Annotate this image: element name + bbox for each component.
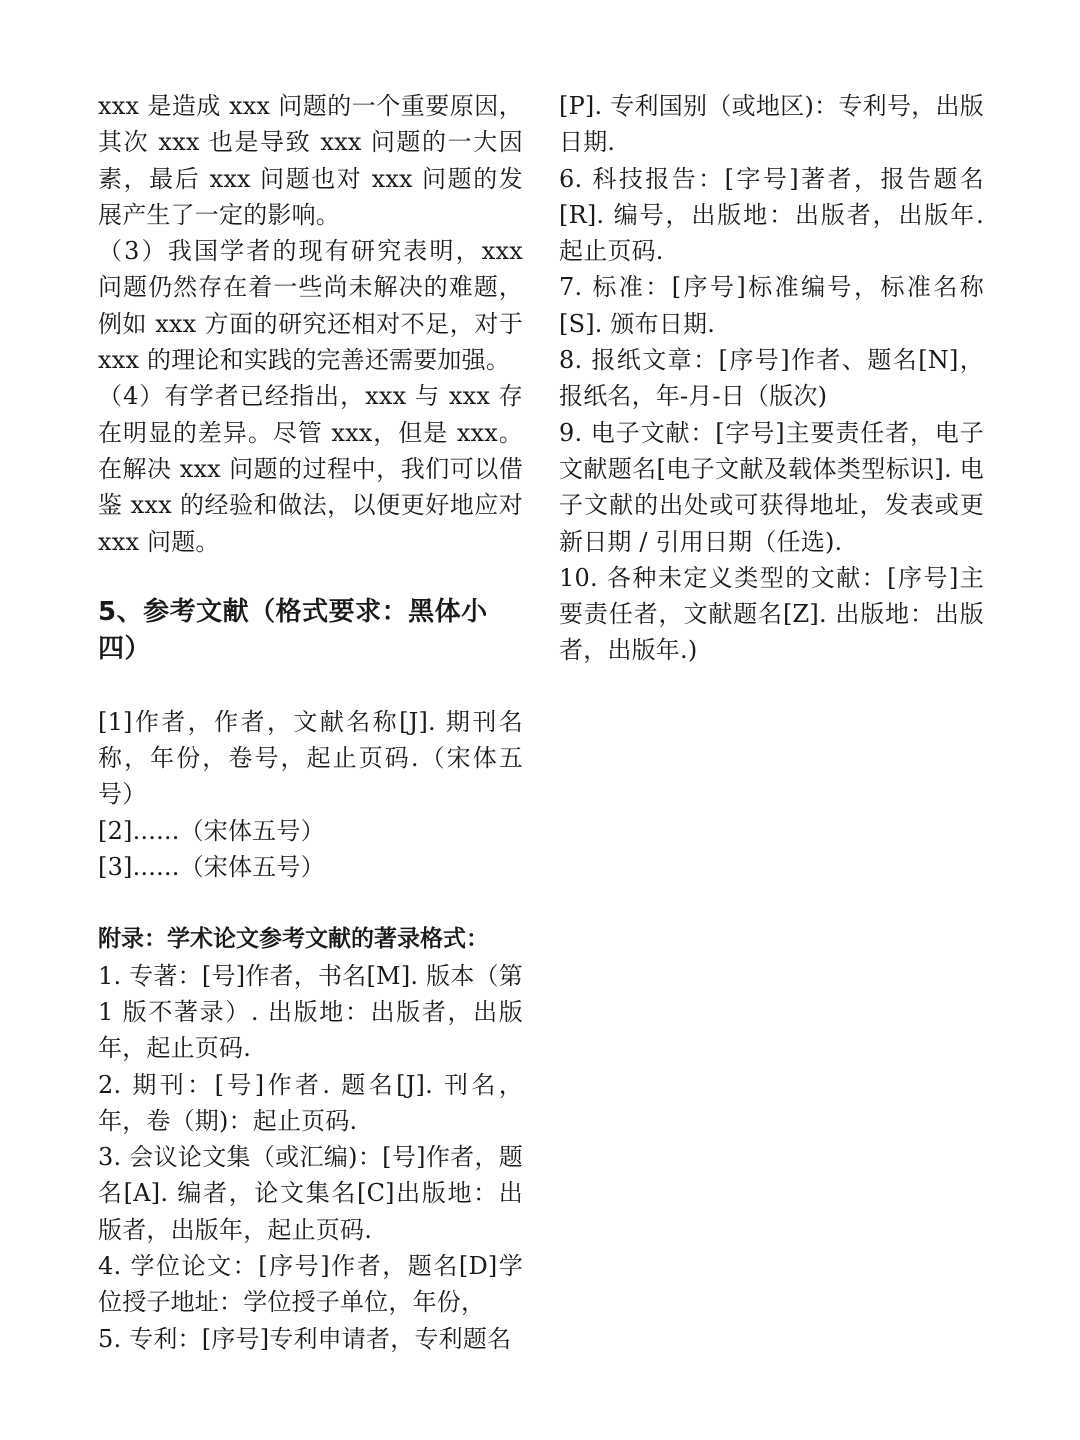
format-item-6: 6. 科技报告：[字号]著者，报告题名[R]. 编号，出版地：出版者，出版年. 起止页码. xyxy=(559,164,984,266)
right-column xyxy=(559,88,984,669)
format-item-8: 8. 报纸文章：[序号]作者、题名[N]，报纸名，年-月-日（版次) xyxy=(559,346,984,411)
references-heading: 5、参考文献（格式要求：黑体小四） xyxy=(98,596,488,664)
intro-paragraph: xxx 是造成 xxx 问题的一个重要原因，其次 xxx 也是导致 xxx 问题的一大因素，最后 xxx 问题也对 xxx 问题的发展产生了一定的影响。 xyxy=(98,92,523,229)
format-item-5: 5. 专利：[序号]专利申请者，专利题名 xyxy=(98,1324,512,1353)
point-4-paragraph: （4）有学者已经指出，xxx 与 xxx 存在明显的差异。尽管 xxx，但是 xxx。在解决 xxx 问题的过程中，我们可以借鉴 xxx 的经验和做法，以便更好地应对 xxx 问题。 xyxy=(98,382,523,556)
reference-item-1: [1]作者，作者，文献名称[J]. 期刊名称，年份，卷号，起止页码.（宋体五号） xyxy=(98,707,523,809)
reference-item-2: [2]......（宋体五号） xyxy=(98,816,325,845)
format-item-7: 7. 标准：[序号]标准编号，标准名称[S]. 颁布日期. xyxy=(559,273,984,338)
format-item-4: 4. 学位论文：[序号]作者，题名[D]学位授子地址：学位授子单位，年份， xyxy=(98,1252,523,1317)
reference-item-3: [3]......（宋体五号） xyxy=(98,853,325,882)
format-item-1: 1. 专著：[号]作者，书名[M]. 版本（第 1 版不著录）. 出版地：出版者，出版年，起止页码. xyxy=(98,961,523,1063)
appendix-heading: 附录：学术论文参考文献的著录格式： xyxy=(98,926,489,953)
point-3-paragraph: （3）我国学者的现有研究表明，xxx 问题仍然存在着一些尚未解决的难题，例如 xxx 方面的研究还相对不足，对于 xxx 的理论和实践的完善还需要加强。 xyxy=(98,237,523,375)
format-item-9: 9. 电子文献：[字号]主要责任者，电子文献题名[电子文献及载体类型标识]. 电子文献的出处或可获得地址，发表或更新日期 / 引用日期（任选). xyxy=(559,418,984,556)
format-item-5-continued: [P]. 专利国别（或地区)：专利号，出版日期. xyxy=(559,92,984,157)
format-item-3: 3. 会议论文集（或汇编)：[号]作者，题名[A]. 编者，论文集名[C]出版地：出版者，出版年，起止页码. xyxy=(98,1143,523,1244)
format-item-10: 10. 各种未定义类型的文献：[序号]主要责任者，文献题名[Z]. 出版地：出版者，出版年.) xyxy=(559,563,984,665)
format-item-2: 2. 期刊：[号]作者. 题名[J]. 刊名，年，卷（期)：起止页码. xyxy=(98,1070,523,1135)
left-column xyxy=(98,88,523,1357)
